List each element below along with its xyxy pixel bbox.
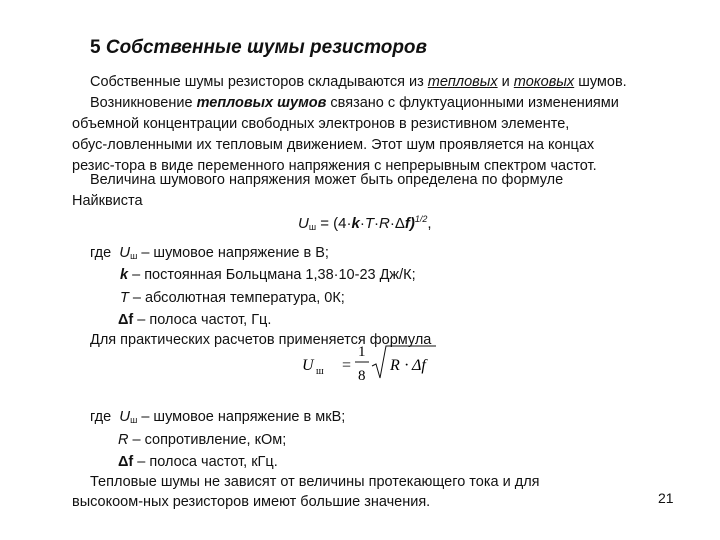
where1-gde: где — [90, 245, 112, 261]
f1-r: R — [379, 215, 390, 232]
where1-sub: ш — [130, 251, 138, 261]
where1-def-k: – постоянная Больцмана 1,38·10-23 Дж/К; — [128, 267, 416, 283]
where2-def-u: – шумовое напряжение в мкВ; — [137, 409, 346, 425]
f1-k: k — [351, 215, 360, 232]
f2-sub: ш — [316, 366, 324, 377]
f2-eq: = — [342, 357, 352, 374]
where2-line-1 — [90, 407, 345, 430]
slide-title — [90, 38, 427, 58]
where2-def-df: – полоса частот, кГц. — [133, 454, 278, 470]
practical-formula — [300, 336, 440, 388]
paragraph-2-line-2: объемной концентрации свободных электронов в резистивном элементе, — [72, 116, 570, 132]
p1-text-a: Собственные шумы резисторов складываются из — [90, 74, 428, 90]
f1-close: ) — [409, 215, 415, 232]
term-current: токовых — [513, 74, 575, 90]
where1-line-2 — [120, 265, 416, 285]
paragraph-1 — [90, 72, 627, 92]
f2-den: 8 — [358, 368, 366, 384]
paragraph-2-line-3: обус-ловленными их тепловым движением. Этот шум проявляется на концах — [72, 137, 595, 153]
where1-def-u: – шумовое напряжение в В; — [137, 245, 329, 261]
title-text: Собственные шумы резисторов — [105, 37, 428, 58]
f1-u: U — [298, 215, 309, 232]
paragraph-2-line-4: резис-тора в виде переменного напряжения с непрерывным спектром частот. — [72, 158, 597, 174]
where2-sym-df: Δf — [118, 454, 134, 470]
paragraph-3-line-1: Величина шумового напряжения может быть определена по формуле — [90, 172, 564, 188]
paragraph-5-line-1: Тепловые шумы не зависят от величины протекающего тока и для — [90, 474, 540, 490]
page-number: 21 — [658, 490, 674, 506]
where1-sym-u: U — [119, 244, 131, 261]
where1-def-df: – полоса частот, Гц. — [133, 312, 272, 328]
where1-sym-k: k — [120, 267, 129, 283]
p1-text-b: и — [497, 74, 514, 90]
where2-line-2 — [118, 430, 286, 450]
f2-dot: · — [404, 357, 410, 374]
paragraph-2-line-1 — [90, 93, 619, 113]
p2-text-b: связано с флуктуационными изменениями — [326, 95, 619, 111]
f1-dot2: · — [374, 215, 380, 232]
p1-text-c: шумов. — [574, 74, 627, 90]
f1-tail: , — [427, 215, 432, 232]
p2-text-a: Возникновение — [90, 95, 197, 111]
where1-line-4 — [118, 310, 271, 330]
f1-f: f — [404, 215, 410, 232]
f2-r: R — [390, 357, 400, 374]
term-thermal-noise: тепловых шумов — [196, 95, 327, 111]
title-number: 5 — [90, 37, 101, 58]
term-thermal: тепловых — [427, 74, 498, 90]
paragraph-4: Для практических расчетов применяется формула — [90, 332, 432, 348]
where2-gde: где — [90, 409, 112, 425]
where1-sym-df: Δf — [118, 312, 134, 328]
nyquist-formula — [298, 209, 432, 237]
where1-sym-t: T — [120, 290, 129, 306]
f1-sub: ш — [308, 222, 317, 232]
where1-line-3 — [120, 288, 345, 308]
f2-u: U — [302, 357, 314, 374]
where1-line-1 — [90, 243, 329, 266]
paragraph-3-line-2: Найквиста — [72, 193, 143, 209]
f1-delta: ·Δ — [389, 215, 405, 232]
f1-t: T — [364, 215, 375, 232]
where2-sub: ш — [130, 415, 138, 425]
where2-line-3 — [118, 452, 278, 472]
f2-df: Δf — [412, 357, 426, 374]
f1-dot1: · — [359, 215, 365, 232]
f1-exp: 1/2 — [414, 214, 428, 224]
where2-def-r: – сопротивление, кОм; — [128, 432, 287, 448]
where2-sym-r: R — [118, 432, 129, 448]
f2-num: 1 — [358, 344, 366, 360]
where1-def-t: – абсолютная температура, 0К; — [128, 290, 345, 306]
paragraph-5-line-2: высокоом-ных резисторов имеют большие значения. — [72, 494, 431, 510]
where2-sym-u: U — [119, 408, 131, 425]
f1-eq: = (4· — [316, 215, 352, 232]
